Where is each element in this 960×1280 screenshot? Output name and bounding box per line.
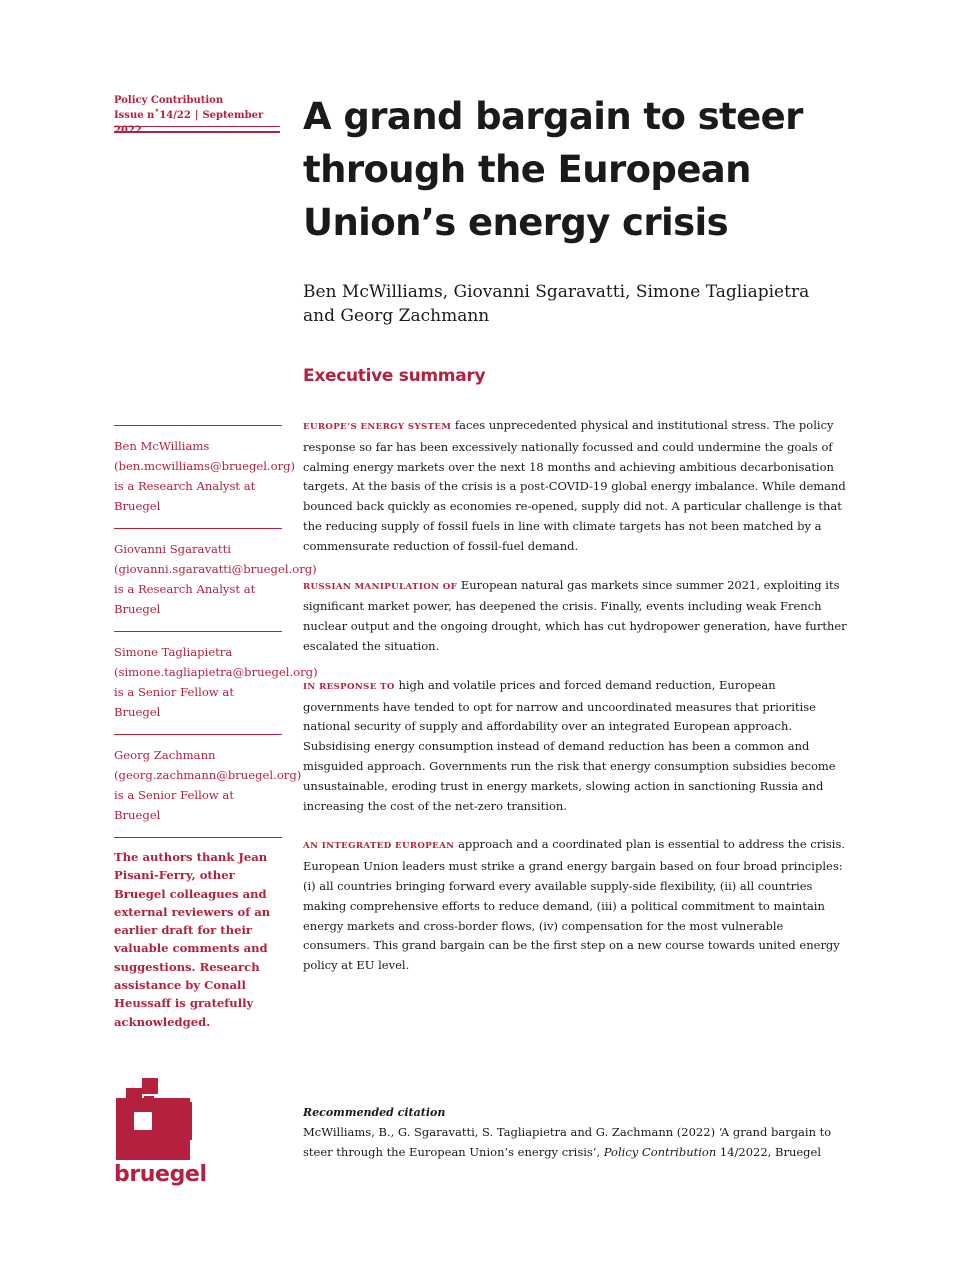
summary-paragraph — [303, 835, 848, 976]
acknowledgement: The authors thank Jean Pisani-Ferry, other Bruegel colleagues and external reviewers of an earlier draft for their valuable comments and suggestions. Research assistance by Conall Heussaff is gratefully acknowledged. — [114, 837, 282, 1043]
title-line: through the European — [303, 148, 751, 191]
citation-tail: 14/2022, Bruegel — [716, 1144, 821, 1159]
bruegel-squares-icon — [114, 1076, 209, 1166]
executive-summary-body — [303, 416, 848, 995]
citation-label: Recommended citation — [303, 1106, 446, 1119]
paragraph-lead: EUROPE’S ENERGY SYSTEM — [303, 422, 452, 432]
author-bio: Georg Zachmann (georg.zachmann@bruegel.org) is a Senior Fellow at Bruegel — [114, 734, 282, 837]
paragraph-text: high and volatile prices and forced demand reduction, European governments have tended to opt for narrow and uncoordinated measures that prioritise national security of supply and affordability over an integrated European approach. Subsidising energy consumption instead of demand reduction has been a common and misguided approach. Governments run the risk that energy consumption subsidies become unsustainable, eroding trust in energy markets, slowing action in sanctioning Russia and increasing the cost of the net-zero transition. — [303, 677, 836, 813]
citation-series: Policy Contribution — [603, 1144, 717, 1159]
author-bio: Giovanni Sgaravatti (giovanni.sgaravatti@bruegel.org) is a Research Analyst at Bruegel — [114, 528, 282, 631]
rule-line — [114, 131, 280, 132]
author-sidebar — [114, 425, 318, 1043]
series-label: Policy Contribution — [114, 95, 224, 106]
citation-text — [303, 1123, 848, 1163]
paragraph-text: approach and a coordinated plan is essential to address the crisis. European Union leaders must strike a grand energy bargain based on four broad principles: (i) all countries bringing forward every available supply-side flexibility, (ii) all countries making comprehensive efforts to reduce demand, (iii) a political commitment to maintain energy markets and cross-border flows, (iv) compensation for the most vulnerable consumers. This grand bargain can be the first step on a new course towards united energy policy at EU level. — [303, 837, 846, 973]
executive-summary-heading: Executive summary — [303, 366, 486, 386]
title-line: Union’s energy crisis — [303, 201, 729, 244]
rule-line — [114, 126, 280, 127]
author-bio: Simone Tagliapietra (simone.tagliapietra@bruegel.org) is a Senior Fellow at Bruegel — [114, 631, 282, 734]
authors-line: Ben McWilliams, Giovanni Sgaravatti, Simone Tagliapietra — [303, 282, 810, 302]
authors-line: and Georg Zachmann — [303, 306, 490, 326]
summary-paragraph — [303, 576, 848, 657]
header-rules — [114, 126, 280, 137]
title-line: A grand bargain to steer — [303, 95, 803, 138]
paragraph-lead: RUSSIAN MANIPULATION OF — [303, 581, 458, 592]
logo-wordmark: bruegel — [114, 1162, 207, 1187]
author-bio: Ben McWilliams (ben.mcwilliams@bruegel.org) is a Research Analyst at Bruegel — [114, 425, 282, 528]
citation-body: McWilliams, B., G. Sgaravatti, S. Tagliapietra and G. Zachmann (2022) ‘A grand bargain to steer through the European Union’s energy crisis’, — [303, 1124, 832, 1159]
summary-paragraph — [303, 416, 848, 557]
issue-number: Issue n˚14/22 — [114, 110, 191, 121]
paragraph-lead: AN INTEGRATED EUROPEAN — [303, 841, 455, 852]
paragraph-lead: IN RESPONSE TO — [303, 681, 395, 692]
summary-paragraph — [303, 676, 848, 817]
issue-line: Issue n˚14/22 | September — [114, 108, 280, 138]
paragraph-text: European natural gas markets since summer 2021, exploiting its significant market power, has deepened the crisis. Finally, events including weak French nuclear output and the ongoing drought, which has cut hydropower generation, have further escalated the situation. — [303, 577, 847, 653]
recommended-citation — [303, 1103, 848, 1162]
document-title — [303, 90, 823, 249]
bruegel-logo — [114, 1076, 209, 1194]
issue-date: September — [202, 110, 264, 121]
author-list — [303, 280, 863, 328]
paragraph-text: faces unprecedented physical and institutional stress. The policy response so far has been excessively nationally focussed and could undermine the goals of calming energy markets over the next 18 months and achieving ambitious decarbonisation targets. At the basis of the crisis is a post-COVID-19 global energy imbalance. While demand bounced back quickly as economies re-opened, supply did not. A particular challenge is that the reducing supply of fossil fuels in line with climate targets has not been matched by a commensurate reduction of fossil-fuel demand. — [303, 418, 846, 553]
